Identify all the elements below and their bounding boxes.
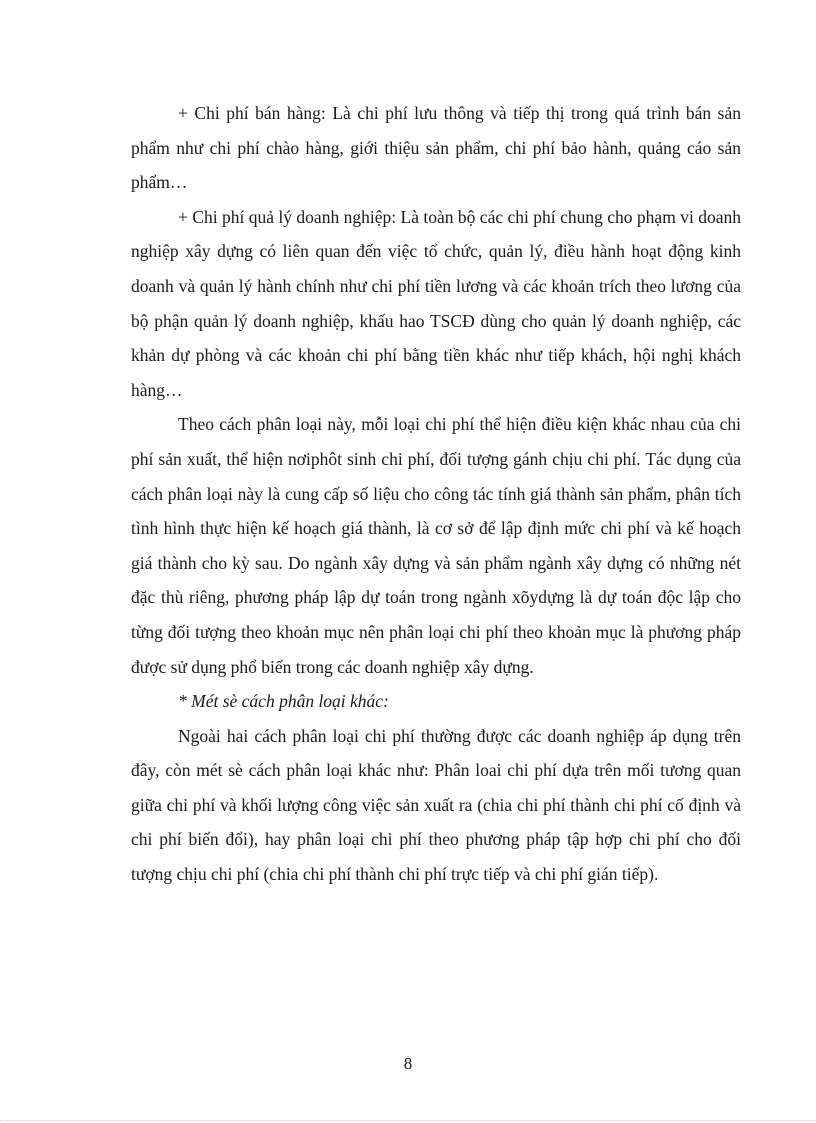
page-number: 8 [403,1054,413,1073]
paragraph-classification-effect: Theo cách phân loại này, mỗi loại chi phí thể hiện điều kiện khác nhau của chi phí sản xuất, thể hiện nơiphôt sinh chi phí, đối tượng gánh chịu chi phí. Tác dụng của cách phân loại này là cung cấp số liệu cho công tác tính giá thành sản phẩm, phân tích tình hình thực hiện kế hoạch giá thành, là cơ sở để lập định mức chi phí và kế hoạch giá thành cho kỳ sau. Do ngành xây dựng và sản phẩm ngành xây dựng có những nét đặc thù riêng, phương pháp lập dự toán trong ngành xõydựng là dự toán độc lập cho từng đối tượng theo khoản mục nên phân loại chi phí theo khoản mục là phương pháp được sử dụng phổ biến trong các doanh nghiệp xây dựng. [131,414,741,677]
subheading-other-classifications: * Mét sè cách phân loại khác: [178,691,389,712]
paragraph-selling-cost: + Chi phí bán hàng: Là chi phí lưu thông và tiếp thị trong quá trình bán sản phẩm như chi phí chào hàng, giới thiệu sản phẩm, chi phí bảo hành, quảng cáo sản phẩm… [131,103,741,193]
paragraph-management-cost: + Chi phí quả lý doanh nghiệp: Là toàn bộ các chi phí chung cho phạm vi doanh nghiệp xây dựng có liên quan đến việc tổ chức, quản lý, điều hành hoạt động kinh doanh và quản lý hành chính như chi phí tiền lương và các khoản trích theo lương của bộ phận quản lý doanh nghiệp, khấu hao TSCĐ dùng cho quản lý doanh nghiệp, các khản dự phòng và các khoản chi phí bằng tiền khác như tiếp khách, hội nghị khách hàng… [131,206,741,400]
page-bottom-divider [0,1120,816,1121]
page-body [131,96,741,892]
paragraph-other-classifications: Ngoài hai cách phân loại chi phí thường được các doanh nghiệp áp dụng trên đây, còn mét sè cách phân loại khác như: Phân loai chi phí dựa trên mối tương quan giữa chi phí và khối lượng công việc sản xuất ra (chia chi phí thành chi phí cố định và chi phí biến đổi), hay phân loại chi phí theo phương pháp tập hợp chi phí cho đối tượng chịu chi phí (chia chi phí thành chi phí trực tiếp và chi phí gián tiếp). [131,725,741,885]
